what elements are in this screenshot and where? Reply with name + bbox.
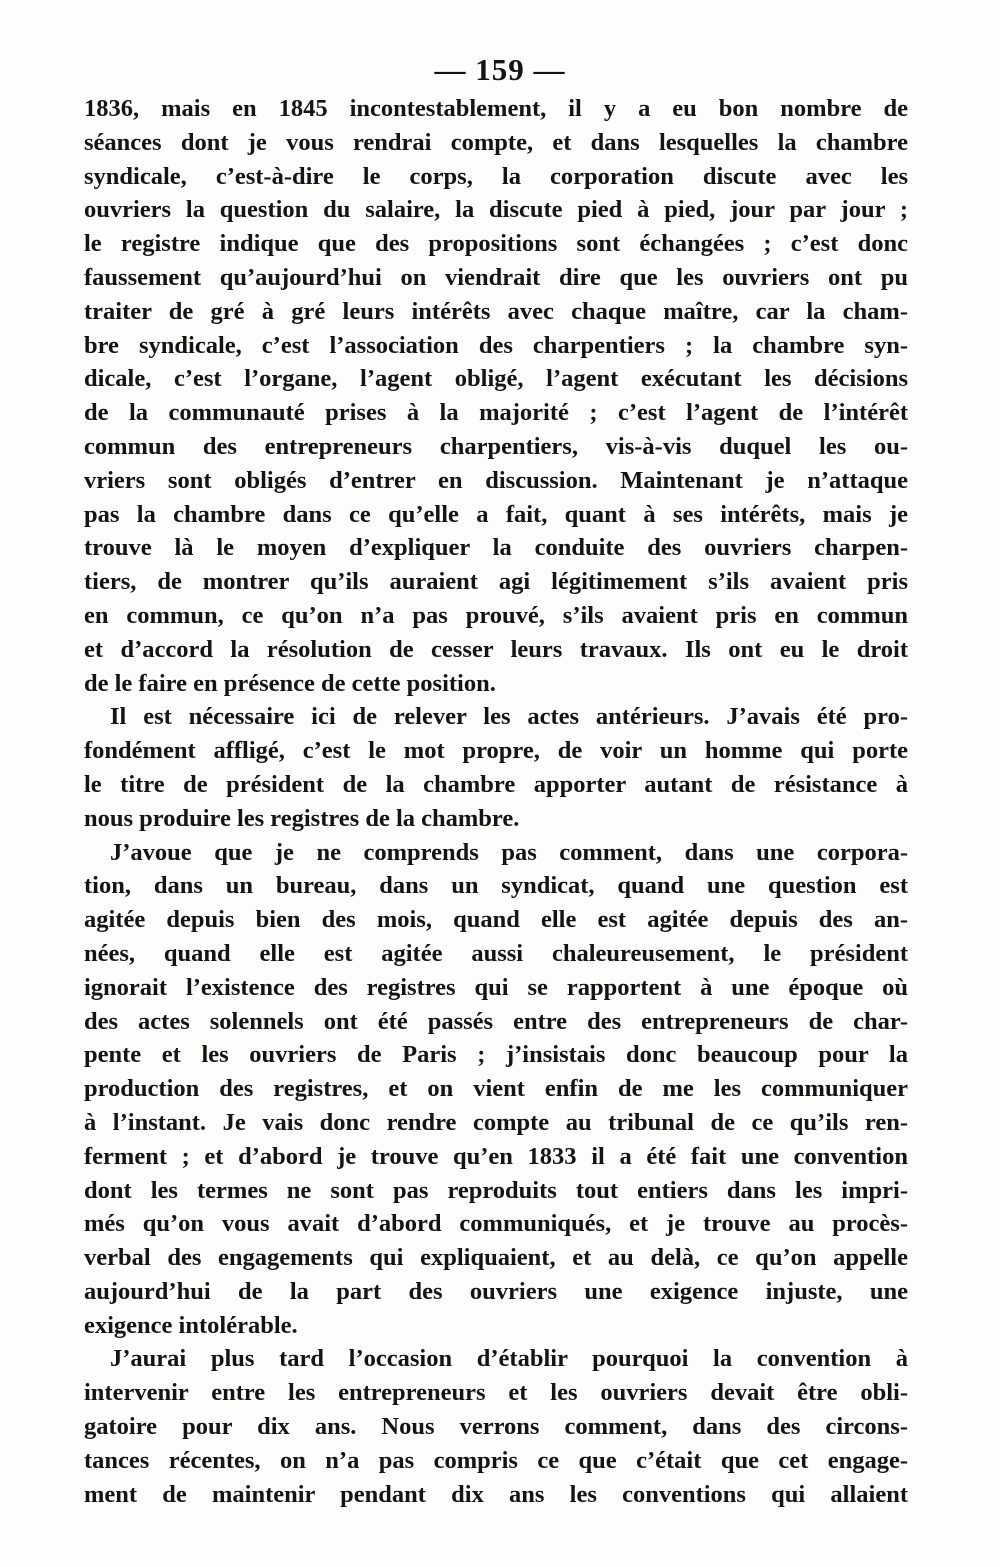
page-number: — 159 — (434, 52, 566, 87)
text-line: pas la chambre dans ce qu’elle a fait, quant à ses intérêts, mais je (84, 500, 908, 528)
text-line: de le faire en présence de cette position. (84, 669, 496, 697)
text-line: nous produire les registres de la chambre. (84, 804, 520, 832)
text-line: gatoire pour dix ans. Nous verrons comment, dans des circons- (84, 1413, 908, 1441)
text-line: exigence intolérable. (84, 1311, 298, 1339)
text-line: traiter de gré à gré leurs intérêts avec chaque maître, car la cham- (84, 297, 908, 325)
text-line: le registre indique que des propositions sont échangées ; c’est donc (84, 230, 908, 258)
text-line: production des registres, et on vient enfin de me les communiquer (84, 1075, 908, 1103)
text-line: J’avoue que je ne comprends pas comment, dans une corpora- (110, 838, 908, 866)
text-line: commun des entrepreneurs charpentiers, vis-à-vis duquel les ou- (84, 432, 908, 460)
text-line: més qu’on vous avait d’abord communiqués, et je trouve au procès- (84, 1210, 908, 1238)
text-line: pente et les ouvriers de Paris ; j’insistais donc beaucoup pour la (84, 1041, 908, 1069)
text-line: et d’accord la résolution de cesser leurs travaux. Ils ont eu le droit (84, 635, 908, 663)
text-line: à l’instant. Je vais donc rendre compte au tribunal de ce qu’ils ren- (84, 1108, 908, 1136)
text-line: vriers sont obligés d’entrer en discussion. Maintenant je n’attaque (84, 466, 908, 494)
text-line: dicale, c’est l’organe, l’agent obligé, l’agent exécutant les décisions (84, 365, 908, 393)
text-line: tances récentes, on n’a pas compris ce que c’était que cet engage- (84, 1446, 908, 1474)
text-line: agitée depuis bien des mois, quand elle est agitée depuis des an- (84, 906, 908, 934)
text-line: ment de maintenir pendant dix ans les conventions qui allaient (84, 1480, 908, 1508)
text-line: syndicale, c’est-à-dire le corps, la corporation discute avec les (84, 162, 908, 190)
text-line: tion, dans un bureau, dans un syndicat, quand une question est (84, 872, 908, 900)
text-line: 1836, mais en 1845 incontestablement, il y a eu bon nombre de (84, 95, 908, 122)
text-line: des actes solennels ont été passés entre des entrepreneurs de char- (84, 1007, 908, 1035)
text-line: intervenir entre les entrepreneurs et les ouvriers devait être obli- (84, 1379, 908, 1407)
text-line: ferment ; et d’abord je trouve qu’en 1833 il a été fait une convention (84, 1142, 908, 1170)
text-line: de la communauté prises à la majorité ; c’est l’agent de l’intérêt (84, 399, 908, 427)
text-line: le titre de président de la chambre apporter autant de résistance à (84, 770, 908, 798)
text-line: aujourd’hui de la part des ouvriers une exigence injuste, une (84, 1277, 908, 1305)
text-line: J’aurai plus tard l’occasion d’établir pourquoi la convention à (110, 1345, 908, 1373)
text-line: Il est nécessaire ici de relever les actes antérieurs. J’avais été pro- (110, 703, 908, 731)
text-line: faussement qu’aujourd’hui on viendrait dire que les ouvriers ont pu (84, 263, 908, 291)
text-line: séances dont je vous rendrai compte, et dans lesquelles la chambre (84, 128, 908, 156)
text-line: tiers, de montrer qu’ils auraient agi légitimement s’ils avaient pris (84, 568, 908, 596)
body-text (84, 92, 908, 1511)
text-line: trouve là le moyen d’expliquer la conduite des ouvriers charpen- (84, 534, 908, 562)
text-line: bre syndicale, c’est l’association des charpentiers ; la chambre syn- (84, 331, 908, 359)
text-line: ignorait l’existence des registres qui se rapportent à une époque où (84, 973, 908, 1001)
text-line: dont les termes ne sont pas reproduits tout entiers dans les impri- (84, 1176, 908, 1204)
text-line: en commun, ce qu’on n’a pas prouvé, s’ils avaient pris en commun (84, 601, 908, 629)
text-line: verbal des engagements qui expliquaient, et au delà, ce qu’on appelle (84, 1244, 908, 1272)
text-line: fondément affligé, c’est le mot propre, de voir un homme qui porte (84, 737, 908, 765)
text-line: nées, quand elle est agitée aussi chaleureusement, le président (84, 939, 908, 967)
text-line: ouvriers la question du salaire, la discute pied à pied, jour par jour ; (84, 196, 908, 224)
